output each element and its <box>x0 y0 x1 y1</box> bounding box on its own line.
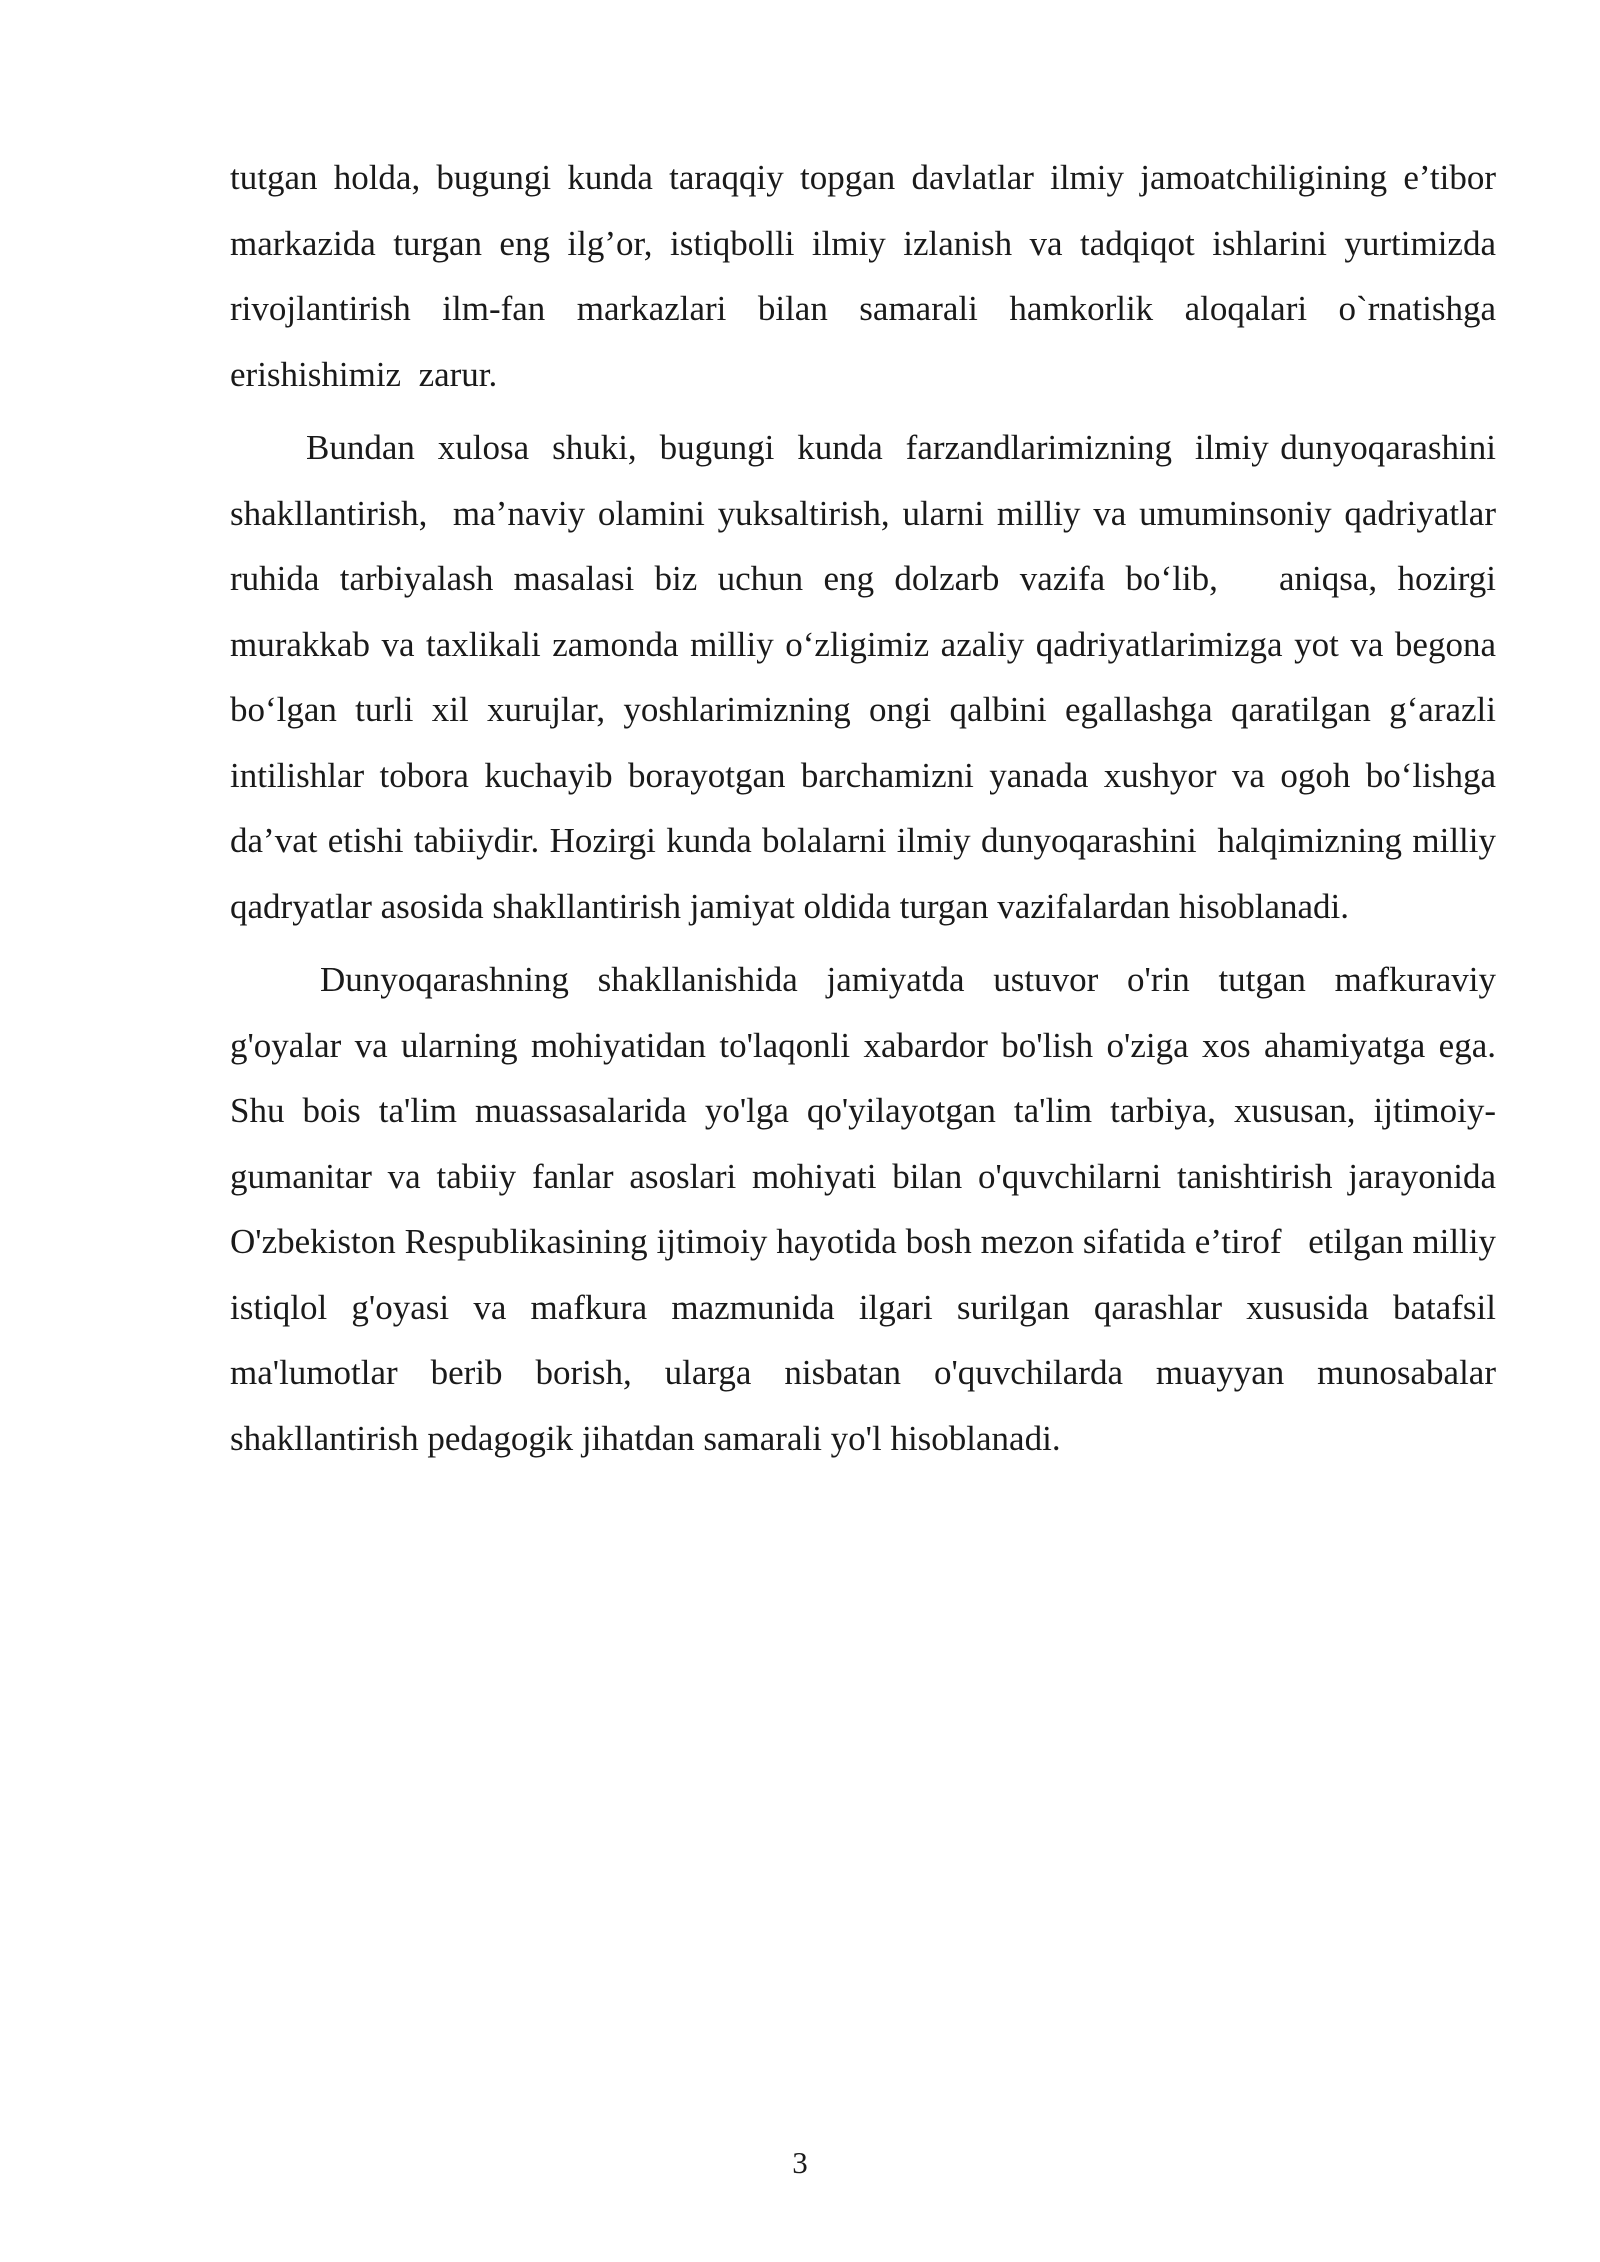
body-text <box>230 145 1505 1471</box>
paragraph-continued: tutgan holda, bugungi kunda taraqqiy topgan davlatlar ilmiy jamoatchiligining e’tibor markazida turgan eng ilg’or, istiqbolli ilmiy izlanish va tadqiqot ishlarini yurtimizda rivojlantirish ilm-fan markazlari bilan samarali hamkorlik aloqalari o`rnatishga erishishimiz zarur. <box>230 158 1505 394</box>
paragraph-worldview: Dunyoqarashning shakllanishida jamiyatda ustuvor o'rin tutgan mafkuraviy g'oyalar va ularning mohiyatidan to'laqonli xabardor bo'lish o'ziga xos ahamiyatga ega. Shu bois ta'lim muassasalarida yo'lga qo'yilayotgan ta'lim tarbiya, xususan, ijtimoiy-gumanitar va tabiiy fanlar asoslari mohiyati bilan o'quvchilarni tanishtirish jarayonida O'zbekiston Respublikasining ijtimoiy hayotida bosh mezon sifatida e’tirof etilgan milliy istiqlol g'oyasi va mafkura mazmunida ilgari surilgan qarashlar xususida batafsil ma'lumotlar berib borish, ularga nisbatan o'quvchilarda muayyan munosabalar shakllantirish pedagogik jihatdan samarali yo'l hisoblanadi. <box>230 960 1505 1458</box>
paragraph-conclusion: Bundan xulosa shuki, bugungi kunda farzandlarimizning ilmiy dunyoqarashini shakllantirish, ma’naviy olamini yuksaltirish, ularni milliy va umuminsoniy qadriyatlar ruhida tarbiyalash masalasi biz uchun eng dolzarb vazifa bo‘lib, aniqsa, hozirgi murakkab va taxlikali zamonda milliy o‘zligimiz azaliy qadriyatlarimizga yot va begona bo‘lgan turli xil xurujlar, yoshlarimizning ongi qalbini egallashga qaratilgan g‘arazli intilishlar tobora kuchayib borayotgan barchamizni yanada xushyor va ogoh bo‘lishga da’vat etishi tabiiydir. Hozirgi kunda bolalarni ilmiy dunyoqarashini halqimizning milliy qadryatlar asosida shakllantirish jamiyat oldida turgan vazifalardan hisoblanadi. <box>230 428 1505 926</box>
page-number: 3 <box>792 2145 808 2180</box>
